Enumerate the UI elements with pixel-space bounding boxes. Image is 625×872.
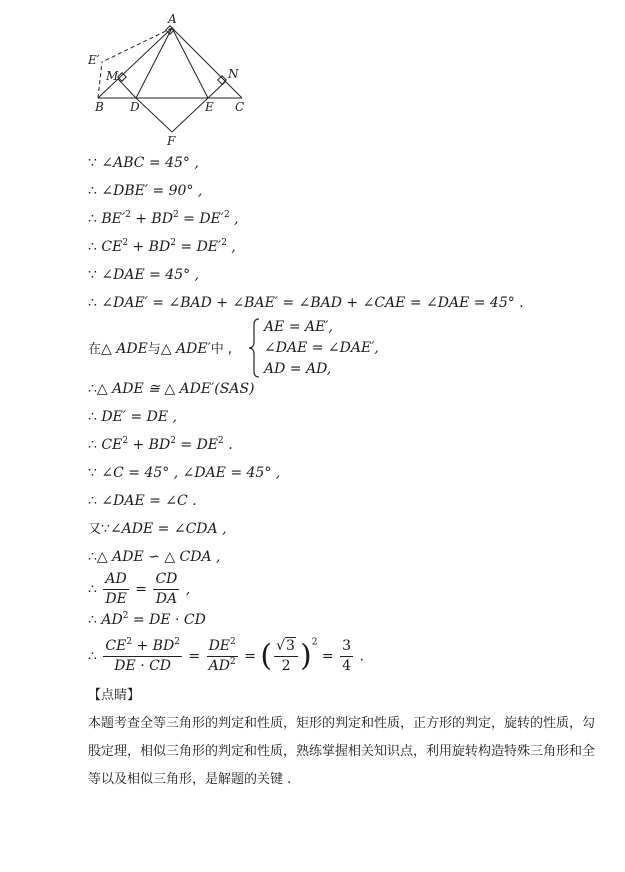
fraction-AD-DE: $\frac{AD}{DE}$	[105, 571, 127, 607]
step-4: ∴ $CE^2 + BD^2 = DE'^2$ ,	[88, 238, 236, 255]
fraction-DE2-AD2: $\frac{DE^2}{AD^2}$	[208, 637, 236, 674]
label-B: B	[95, 100, 104, 114]
segment-AD	[136, 28, 172, 98]
step-1: ∵ ∠ABC = 45° ,	[88, 155, 199, 171]
step-2: ∴ ∠DBE′ = 90° ,	[88, 183, 203, 199]
segment-MD	[118, 79, 136, 98]
step-10: ∴ $CE^2 + BD^2 = DE^2$ .	[88, 436, 233, 453]
dianjing-comment: 本题考查全等三角形的判定和性质，矩形的判定和性质，正方形的判定，旋转的性质，勾股定理，相似三角形的判定和性质，熟练掌握相关知识点，利用旋转构造特殊三角形和全等以及相似三角形，是解题的关键 .	[88, 716, 596, 787]
step-6: ∴ ∠DAE′ = ∠BAD + ∠BAE′ = ∠BAD + ∠CAE = ∠DAE = 45° .	[88, 295, 524, 311]
label-E-prime: E′	[88, 53, 100, 67]
label-F: F	[167, 134, 176, 148]
step-5: ∵ ∠DAE = 45° ,	[88, 267, 200, 283]
fraction-sum-over-product: $\frac{CE^2 + BD^2}{DE \cdot CD}$	[105, 637, 180, 674]
label-N: N	[228, 67, 239, 81]
segment-AB	[98, 28, 172, 98]
segment-EF	[172, 98, 208, 132]
segment-DF	[136, 98, 172, 132]
system-equations	[264, 317, 379, 380]
step-12: ∴ ∠DAE = ∠C .	[88, 493, 197, 509]
step-9: ∴ DE′ = DE ,	[88, 409, 177, 425]
step-15-ratio: ∴ $\frac{AD}{DE}$ = $\frac{CD}{DA}$ ,	[88, 571, 191, 607]
fraction-sqrt3-over-2: $\frac{√3}{2}$	[274, 638, 298, 675]
label-E: E	[205, 100, 214, 114]
fraction-3-4: $\frac{3}{4}$	[342, 638, 351, 674]
segment-AE-prime	[102, 28, 172, 62]
label-A: A	[168, 12, 177, 26]
segment-AC	[172, 28, 242, 98]
step-13: 又∵∠ADE = ∠CDA ,	[88, 521, 227, 537]
step-8: ∴△ ADE ≅ △ ADE′(SAS)	[88, 381, 255, 397]
dianjing-heading: 【点睛】	[88, 688, 141, 703]
segment-AE	[172, 28, 208, 98]
step-3: ∴ $BE'^2 + BD^2 = DE'^2$ ,	[88, 210, 239, 227]
right-angle-mark-N	[218, 76, 226, 84]
label-C: C	[235, 100, 245, 114]
geometry-figure	[84, 10, 254, 150]
system-eq-1: AE = AE′,	[264, 319, 333, 335]
step-16: ∴ $AD^2$ = DE · CD	[88, 611, 206, 628]
step-11: ∵ ∠C = 45° , ∠DAE = 45° ,	[88, 465, 281, 481]
left-brace	[248, 318, 262, 378]
system-eq-2: ∠DAE = ∠DAE′,	[264, 340, 379, 356]
system-eq-3: AD = AD,	[264, 361, 332, 377]
segment-BE-prime	[98, 62, 102, 98]
label-M: M	[106, 69, 119, 83]
fraction-CD-DA: $\frac{CD}{DA}$	[155, 571, 178, 607]
step-17-final: ∴ $\frac{CE^2 + BD^2}{DE \cdot CD}$ = $\frac{DE^2}{AD^2}$ = ( $\frac{√3}{2}$ )$^2$ = $\frac{3}{4}$ .	[88, 637, 364, 674]
step-14: ∴△ ADE ∽ △ CDA ,	[88, 549, 221, 565]
system-lead: 在△ ADE与△ ADE′中 ,	[88, 341, 233, 357]
label-D: D	[130, 100, 140, 114]
